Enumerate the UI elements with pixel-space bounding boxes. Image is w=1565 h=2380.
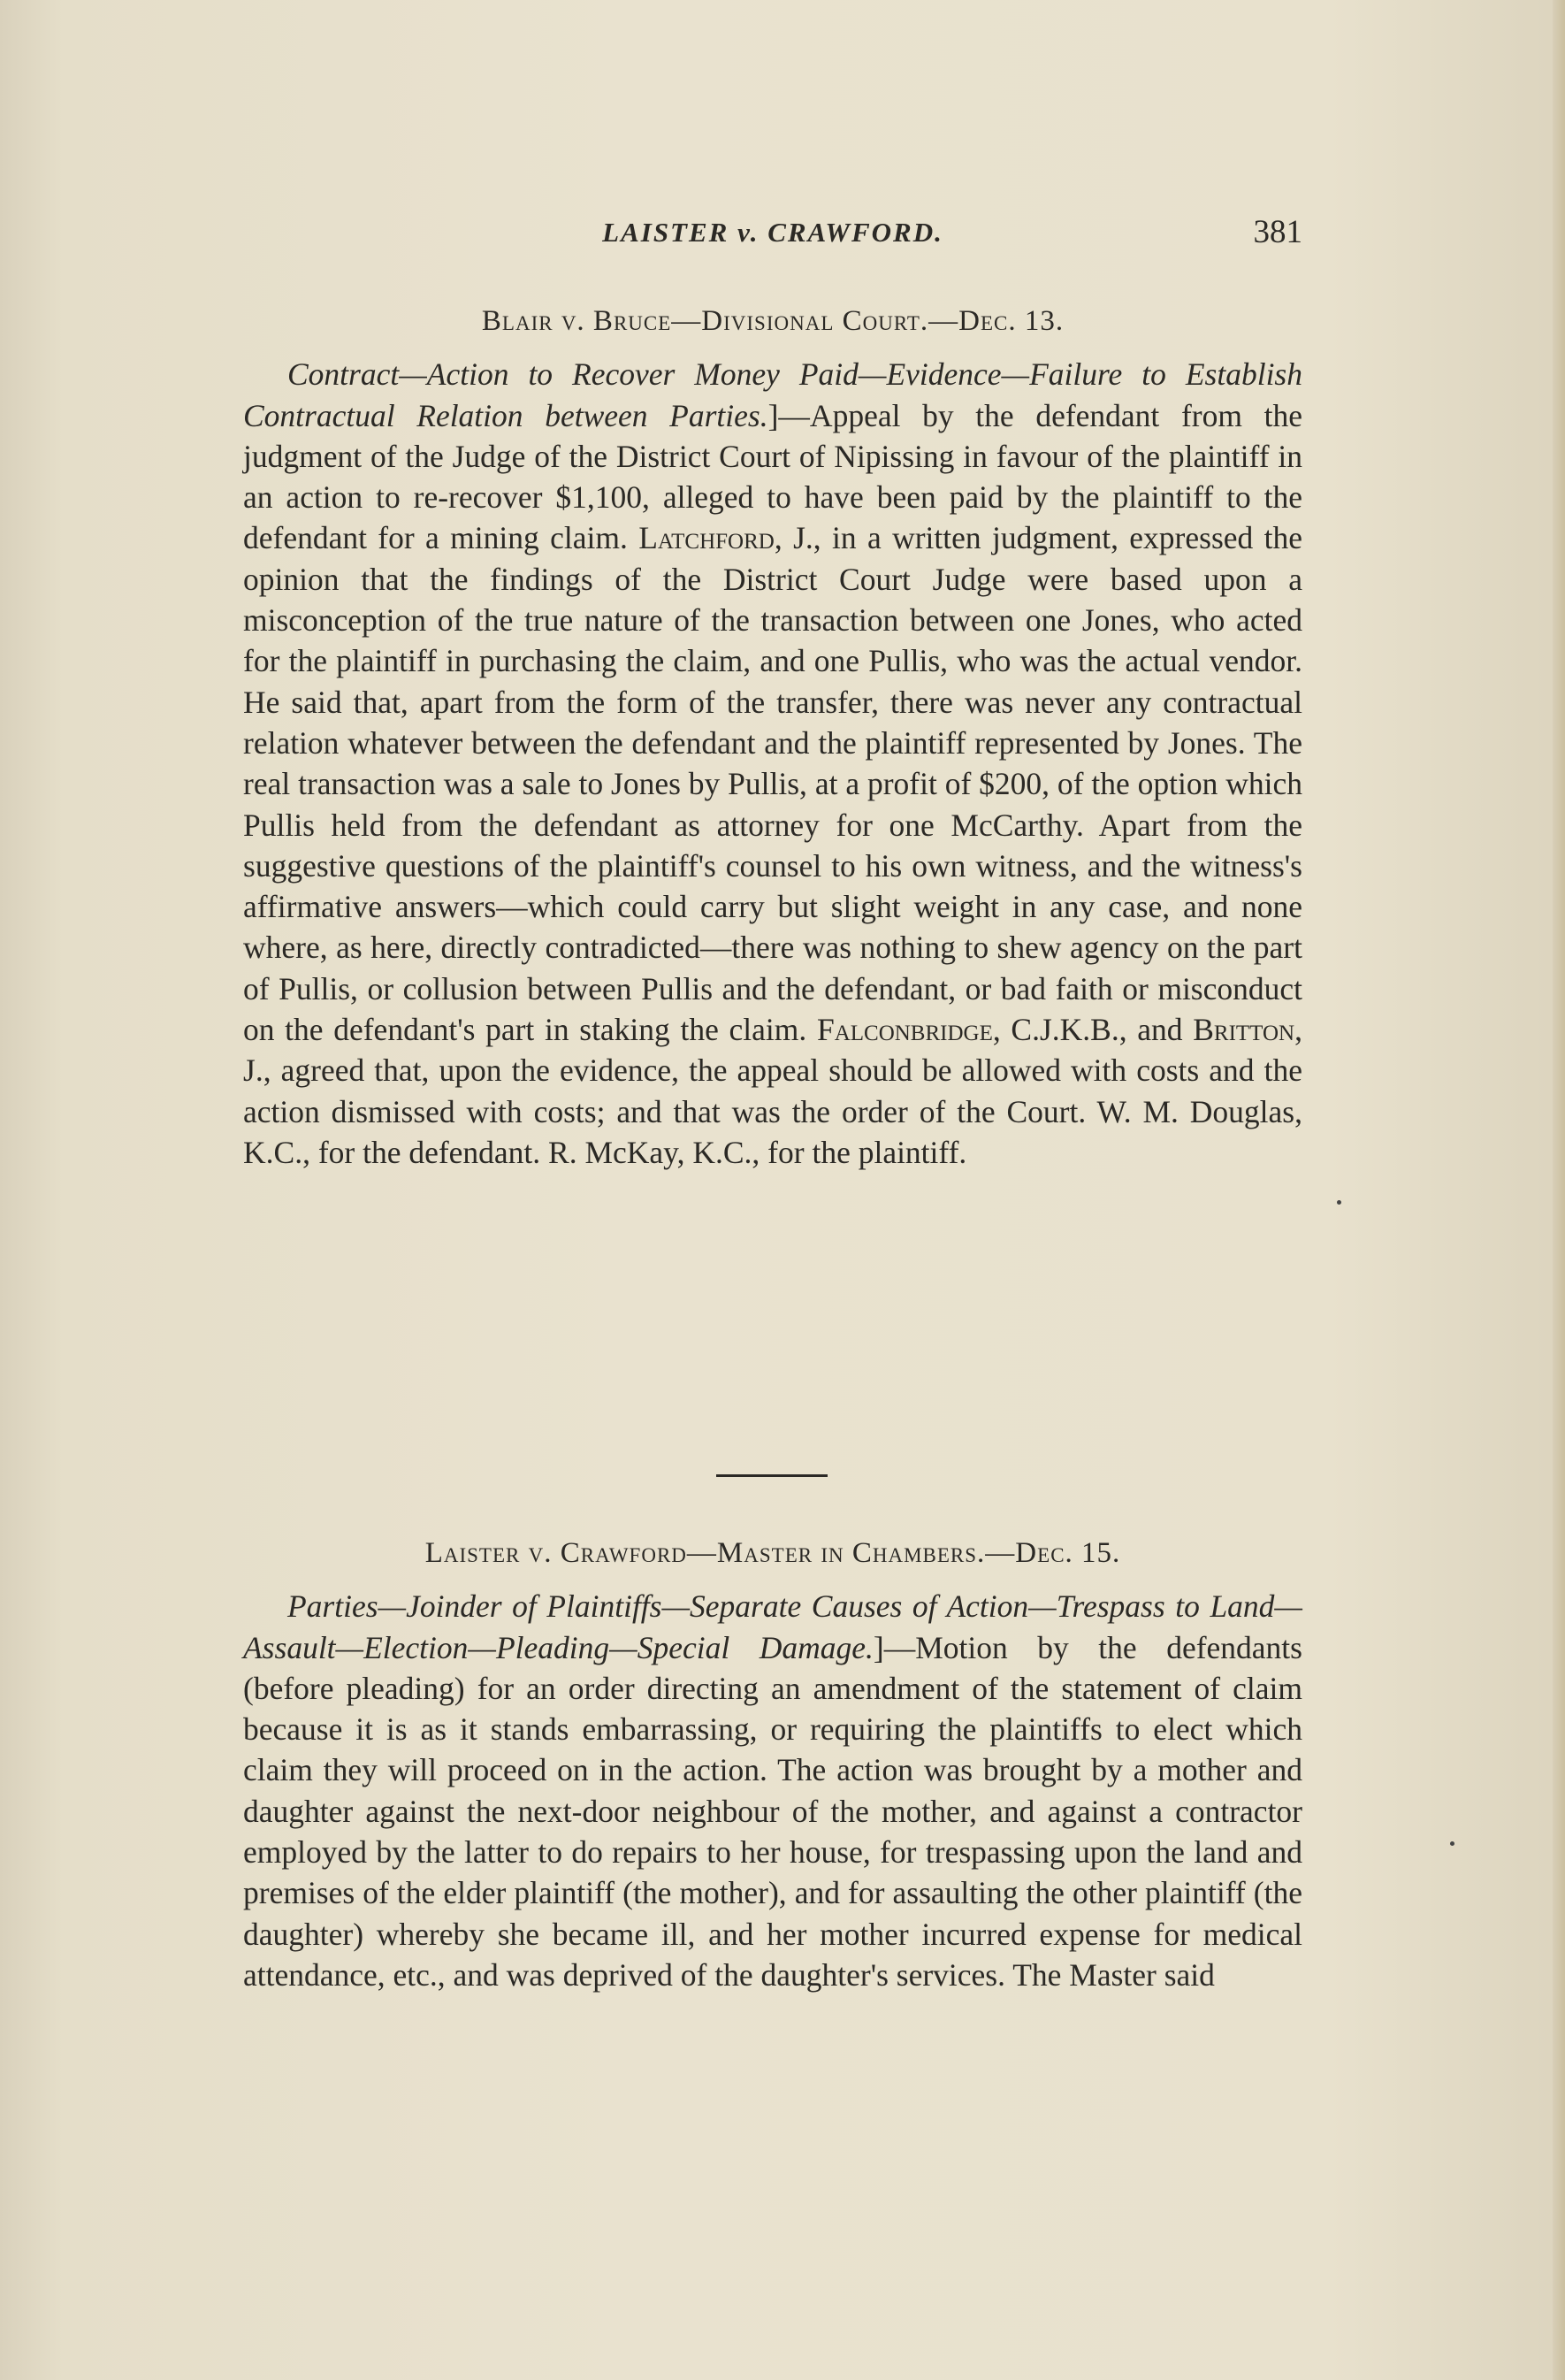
case-laister-v-crawford <box>243 1533 1302 1995</box>
section-divider <box>716 1474 828 1477</box>
page-number: 381 <box>1253 214 1302 250</box>
body-text: ]—Appeal by the defendant from the judgment of the Judge of the District Court of Nipissing in favour of the plaintiff in an action to re-recover $1,100, alleged to have been paid by the plaintiff to the defendant for a mining claim. <box>243 397 1302 556</box>
judge-name: Falconbridge <box>816 1012 993 1048</box>
page-edge <box>1553 0 1565 2380</box>
case-title: Blair v. Bruce—Divisional Court.—Dec. 13. <box>481 305 1065 337</box>
ink-speck <box>1337 1200 1341 1205</box>
case-blair-v-bruce <box>243 301 1302 1173</box>
body-text: , J., agreed that, upon the evidence, the appeal should be allowed with costs and the action dismissed with costs; and that was the order of the Court. W. M. Douglas, K.C., for the defendant. R. McKay, K.C., for the plaintiff. <box>243 1012 1302 1170</box>
case-body <box>243 354 1302 1173</box>
ink-speck <box>1450 1841 1454 1846</box>
running-title: LAISTER v. CRAWFORD. <box>602 217 943 248</box>
body-text: ]—Motion by the defendants (before pleading) for an order directing an amendment of the statement of claim because it is as it stands embarrassing, or requiring the plaintiffs to elect which claim they will proceed on in the action. The action was brought by a mother and daughter against the next-door neighbour of the mother, and against a contractor employed by the latter to do repairs to her house, for trespassing upon the land and premises of the elder plaintiff (the mother), and for assaulting the other plaintiff (the daughter) whereby she became ill, and her mother incurred expense for medical attendance, etc., and was deprived of the daughter's services. The Master said <box>243 1629 1302 1993</box>
catchwords: Parties—Joinder of Plaintiffs—Separate Causes of Action—Trespass to Land—Assault—Election—Pleading—Special Damage. <box>243 1588 1302 1665</box>
case-title: Laister v. Crawford—Master in Chambers.—Dec. 15. <box>424 1537 1121 1569</box>
case-body <box>243 1586 1302 1995</box>
judge-name: Britton <box>1193 1012 1295 1048</box>
judge-name: Latchford <box>638 520 775 556</box>
body-text: , J., in a written judgment, expressed the opinion that the findings of the District Court Judge were based upon a misconception of the true nature of the transaction between one Jones, who acted for the plaintiff in purchasing the claim, and one Pullis, who was the actual vendor. He said that, apart from the form of the transfer, there was never any contractual relation whatever between the defendant and the plaintiff represented by Jones. The real transaction was a sale to Jones by Pullis, at a profit of $200, of the option which Pullis held from the defendant as attorney for one McCarthy. Apart from the suggestive questions of the plaintiff's counsel to his own witness, and the witness's affirmative answers—which could carry but slight weight in any case, and none where, as here, directly contradicted—there was nothing to shew agency on the part of Pullis, or collusion between Pullis and the defendant, or bad faith or misconduct on the defendant's part in staking the claim. <box>243 520 1302 1048</box>
running-head <box>243 214 1302 261</box>
body-text: , C.J.K.B., and <box>992 1012 1194 1048</box>
catchwords: Contract—Action to Recover Money Paid—Evidence—Failure to Establish Contractual Relation between Parties. <box>243 356 1302 433</box>
